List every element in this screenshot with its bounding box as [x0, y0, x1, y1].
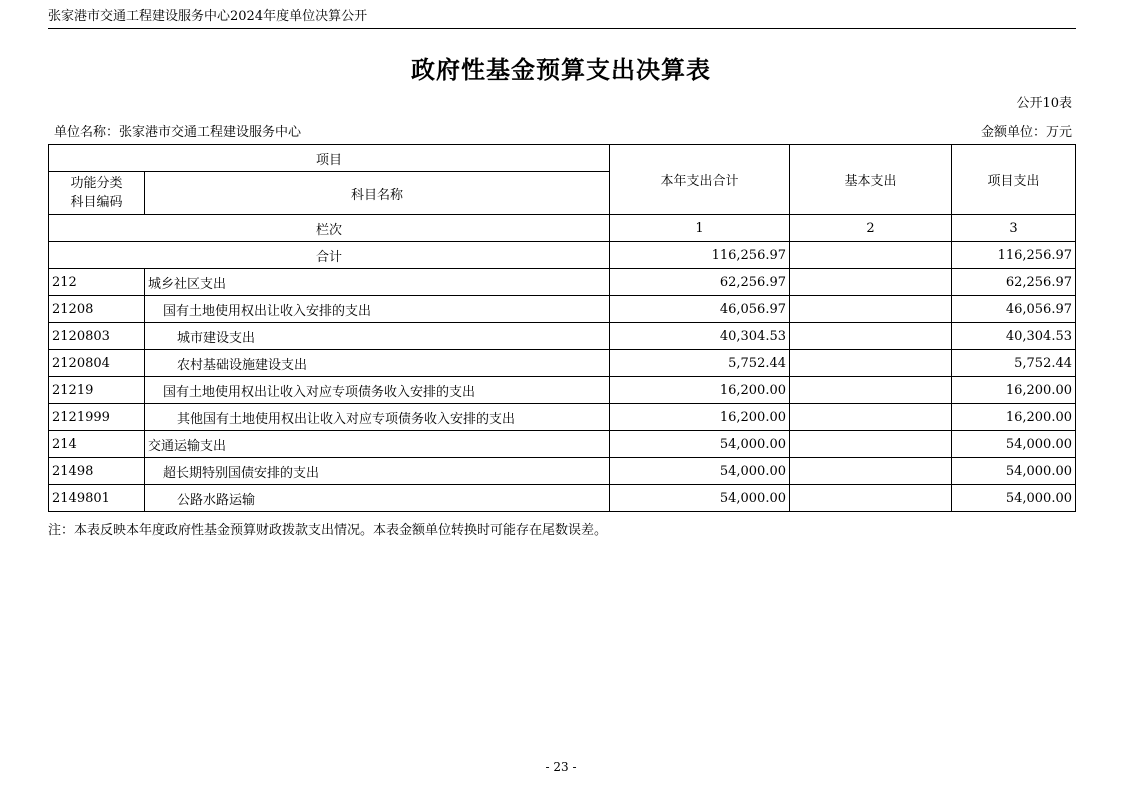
row-project: 16,200.00	[952, 404, 1076, 431]
row-total: 54,000.00	[610, 431, 790, 458]
expenditure-table	[48, 144, 1076, 512]
row-project: 46,056.97	[952, 296, 1076, 323]
column-index-1: 1	[610, 215, 790, 242]
unit-name: 单位名称：张家港市交通工程建设服务中心	[54, 125, 302, 140]
table-row	[49, 269, 1076, 296]
row-name: 交通运输支出	[145, 431, 610, 458]
row-code: 2149801	[49, 485, 145, 512]
row-basic	[790, 350, 952, 377]
row-code: 2120804	[49, 350, 145, 377]
table-row	[49, 485, 1076, 512]
column-index-2: 2	[790, 215, 952, 242]
sum-project: 116,256.97	[952, 242, 1076, 269]
sum-label: 合计	[49, 242, 610, 269]
row-total: 54,000.00	[610, 458, 790, 485]
column-index-3: 3	[952, 215, 1076, 242]
header-row-1	[49, 145, 1076, 172]
row-total: 46,056.97	[610, 296, 790, 323]
column-index-row	[49, 215, 1076, 242]
row-code: 21498	[49, 458, 145, 485]
table-row	[49, 296, 1076, 323]
row-code: 2120803	[49, 323, 145, 350]
row-basic	[790, 485, 952, 512]
row-basic	[790, 377, 952, 404]
page-number: - 23 -	[545, 760, 577, 774]
sum-row	[49, 242, 1076, 269]
row-basic	[790, 323, 952, 350]
row-basic	[790, 431, 952, 458]
sum-basic	[790, 242, 952, 269]
row-total: 16,200.00	[610, 404, 790, 431]
row-basic	[790, 458, 952, 485]
table-row	[49, 323, 1076, 350]
row-name: 国有土地使用权出让收入对应专项债务收入安排的支出	[145, 377, 610, 404]
row-name: 城市建设支出	[145, 323, 610, 350]
row-code: 21219	[49, 377, 145, 404]
header-total: 本年支出合计	[610, 145, 790, 215]
running-header: 张家港市交通工程建设服务中心2024年度单位决算公开	[48, 8, 1076, 29]
row-total: 40,304.53	[610, 323, 790, 350]
row-code: 21208	[49, 296, 145, 323]
row-project: 16,200.00	[952, 377, 1076, 404]
column-index-label: 栏次	[49, 215, 610, 242]
row-total: 54,000.00	[610, 485, 790, 512]
row-name: 城乡社区支出	[145, 269, 610, 296]
row-name: 超长期特别国债安排的支出	[145, 458, 610, 485]
row-basic	[790, 296, 952, 323]
row-name: 其他国有土地使用权出让收入对应专项债务收入安排的支出	[145, 404, 610, 431]
header-code: 功能分类 科目编码	[49, 172, 145, 215]
row-project: 5,752.44	[952, 350, 1076, 377]
row-total: 62,256.97	[610, 269, 790, 296]
table-number: 公开10表	[1016, 96, 1072, 111]
page-title: 政府性基金预算支出决算表	[411, 56, 711, 84]
row-name: 公路水路运输	[145, 485, 610, 512]
header-item: 项目	[49, 145, 610, 172]
table-row	[49, 377, 1076, 404]
header-name: 科目名称	[145, 172, 610, 215]
row-code: 214	[49, 431, 145, 458]
row-total: 16,200.00	[610, 377, 790, 404]
row-code: 212	[49, 269, 145, 296]
table-row	[49, 458, 1076, 485]
row-code: 2121999	[49, 404, 145, 431]
row-basic	[790, 404, 952, 431]
sum-total: 116,256.97	[610, 242, 790, 269]
row-basic	[790, 269, 952, 296]
row-project: 54,000.00	[952, 485, 1076, 512]
row-project: 54,000.00	[952, 431, 1076, 458]
amount-unit: 金额单位：万元	[980, 125, 1072, 140]
header-project: 项目支出	[952, 145, 1076, 215]
header-basic: 基本支出	[790, 145, 952, 215]
table-note: 注：本表反映本年度政府性基金预算财政拨款支出情况。本表金额单位转换时可能存在尾数误差。	[48, 523, 608, 538]
row-project: 54,000.00	[952, 458, 1076, 485]
row-project: 40,304.53	[952, 323, 1076, 350]
row-name: 农村基础设施建设支出	[145, 350, 610, 377]
row-project: 62,256.97	[952, 269, 1076, 296]
table-row	[49, 431, 1076, 458]
table-row	[49, 350, 1076, 377]
row-total: 5,752.44	[610, 350, 790, 377]
table-row	[49, 404, 1076, 431]
row-name: 国有土地使用权出让收入安排的支出	[145, 296, 610, 323]
